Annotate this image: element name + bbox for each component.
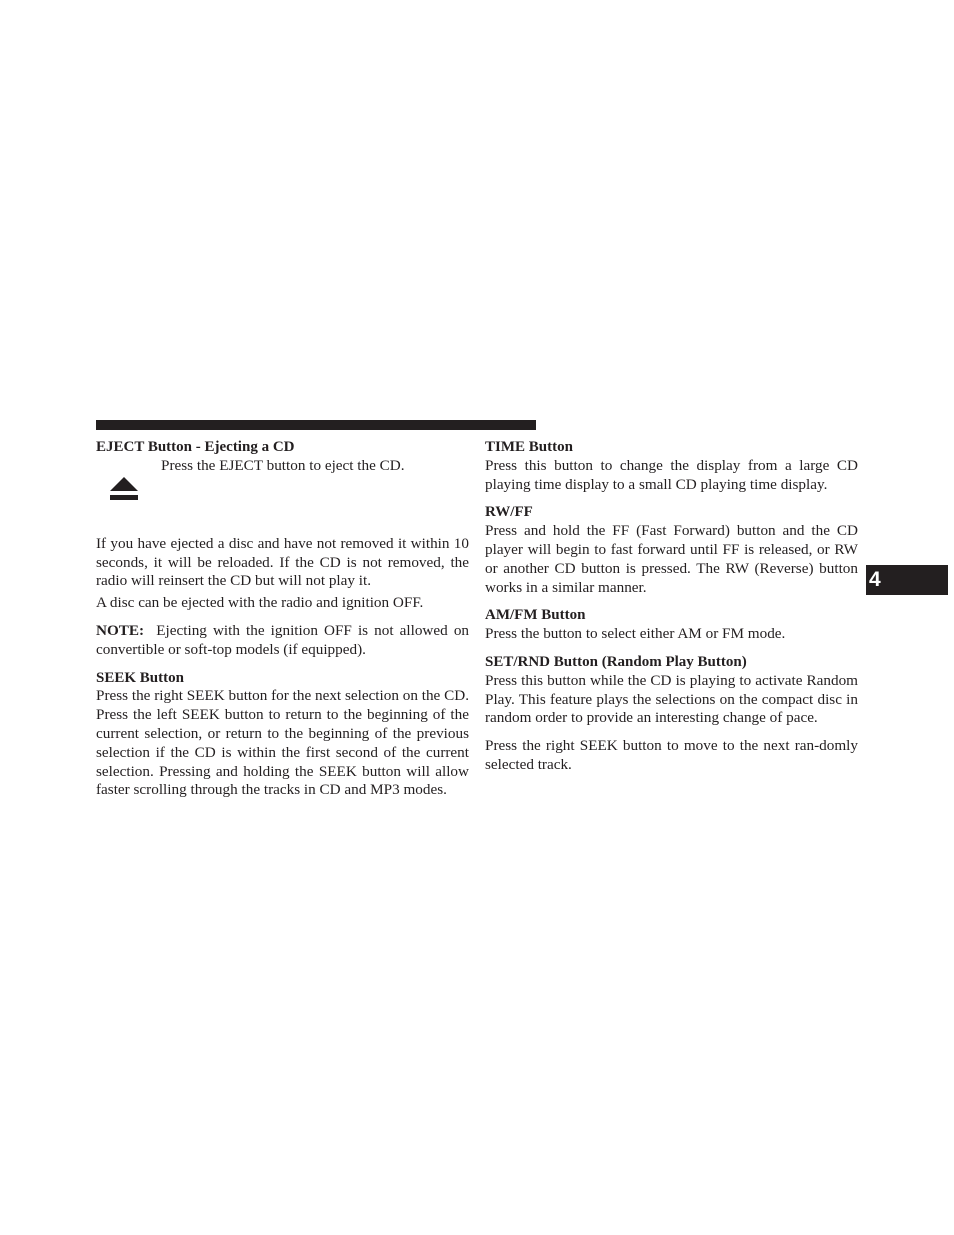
right-column xyxy=(485,438,858,775)
setrnd-heading: SET/RND Button (Random Play Button) xyxy=(485,653,747,670)
amfm-paragraph: Press the button to select either AM or FM mode. xyxy=(485,625,786,643)
eject-heading: EJECT Button - Ejecting a CD xyxy=(96,439,295,455)
setrnd-paragraph-1: Press this button while the CD is playing to activate Random Play. This feature plays the selections on the compact disc in random order to provide an interesting change of pace. xyxy=(485,671,858,727)
time-paragraph: Press this button to change the display from a large CD playing time display to a small CD playing time display. xyxy=(485,456,858,493)
section-top-rule xyxy=(96,420,536,430)
eject-icon xyxy=(110,477,138,501)
note-text: Ejecting with the ignition OFF is not allowed on convertible or soft-top models (if equipped). xyxy=(96,621,470,658)
seek-paragraph: Press the right SEEK button for the next selection on the CD. Press the left SEEK button to return to the beginning of the current selection, or return to the beginning of the previous selection if the CD is within the first second of the current selection. Pressing and holding the SEEK button will allow faster scrolling through the tracks in CD and MP3 modes. xyxy=(96,687,469,799)
left-column xyxy=(96,438,469,800)
rwff-paragraph: Press and hold the FF (Fast Forward) button and the CD player will begin to fast forward until FF is released, or RW or another CD button is pressed. The RW (Reverse) button works in a similar manner. xyxy=(485,522,858,596)
time-heading: TIME Button xyxy=(485,439,573,455)
eject-instruction: Press the EJECT button to eject the CD. xyxy=(161,456,405,474)
setrnd-paragraph-2: Press the right SEEK button to move to the next ran-domly selected track. xyxy=(485,737,858,773)
chapter-tab: 4 xyxy=(866,565,948,595)
eject-note xyxy=(96,622,469,660)
amfm-heading: AM/FM Button xyxy=(485,607,586,624)
rwff-heading: RW/FF xyxy=(485,504,533,521)
seek-heading: SEEK Button xyxy=(96,669,184,686)
note-label: NOTE: xyxy=(96,621,145,639)
eject-reload-paragraph: If you have ejected a disc and have not removed it within 10 seconds, it will be reloaded. If the CD is not removed, the radio will reinsert the CD but will not play it. xyxy=(96,534,469,590)
eject-ignition-paragraph: A disc can be ejected with the radio and ignition OFF. xyxy=(96,594,424,612)
eject-instruction-row xyxy=(96,457,469,535)
